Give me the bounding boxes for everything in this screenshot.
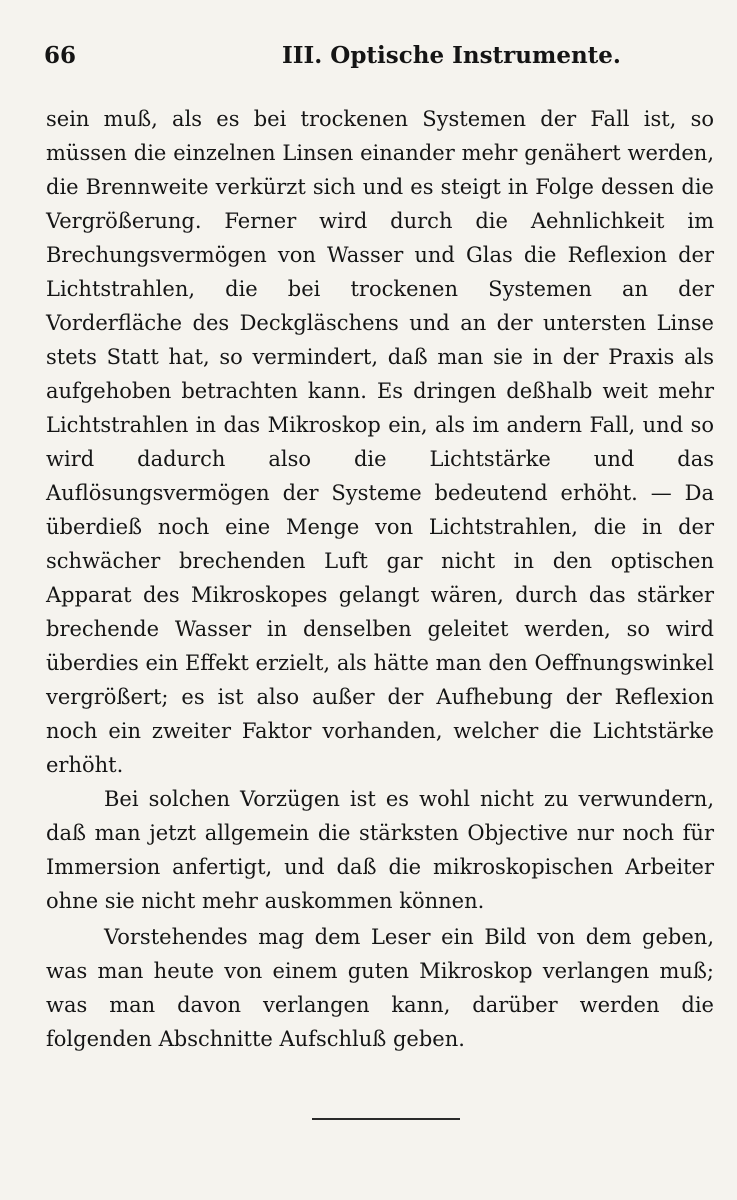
section-separator-line: [312, 1118, 460, 1120]
page-number: 66: [44, 42, 77, 69]
paragraph-3: Vorstehendes mag dem Leser ein Bild von dem geben, was man heute von einem guten Mikroskop verlangen muß; was man davon verlangen kann, darüber werden die folgenden Abschnitte Aufschluß geben.: [46, 925, 714, 1051]
running-title: III. Optische Instrumente.: [282, 42, 621, 69]
page-body: [46, 102, 714, 1056]
page-header: [44, 38, 704, 78]
paragraph-1: sein muß, als es bei trockenen Systemen der Fall ist, so müssen die einzelnen Linsen einander mehr genähert werden, die Brennweite verkürzt sich und es steigt in Folge dessen die Vergrößerung. Ferner wird durch die Aehnlichkeit im Brechungsvermögen von Wasser und Glas die Reflexion der Lichtstrahlen, die bei trockenen Systemen an der Vorderfläche des Deckgläschens und an der untersten Linse stets Statt hat, so vermindert, daß man sie in der Praxis als aufgehoben betrachten kann. Es dringen deßhalb weit mehr Lichtstrahlen in das Mikroskop ein, als im andern Fall, und so wird dadurch also die Lichtstärke und das Auflösungsvermögen der Systeme bedeutend erhöht. — Da überdieß noch eine Menge von Lichtstrahlen, die in der schwächer brechenden Luft gar nicht in den optischen Apparat des Mikroskopes gelangt wären, durch das stärker brechende Wasser in denselben geleitet werden, so wird überdies ein Effekt erzielt, als hätte man den Oeffnungswinkel vergrößert; es ist also außer der Aufhebung der Reflexion noch ein zweiter Faktor vorhanden, welcher die Lichtstärke erhöht.: [46, 107, 714, 777]
paragraph-2: Bei solchen Vorzügen ist es wohl nicht zu verwundern, daß man jetzt allgemein die stärksten Objective nur noch für Immersion anfertigt, und daß die mikroskopischen Arbeiter ohne sie nicht mehr auskommen können.: [46, 787, 714, 913]
